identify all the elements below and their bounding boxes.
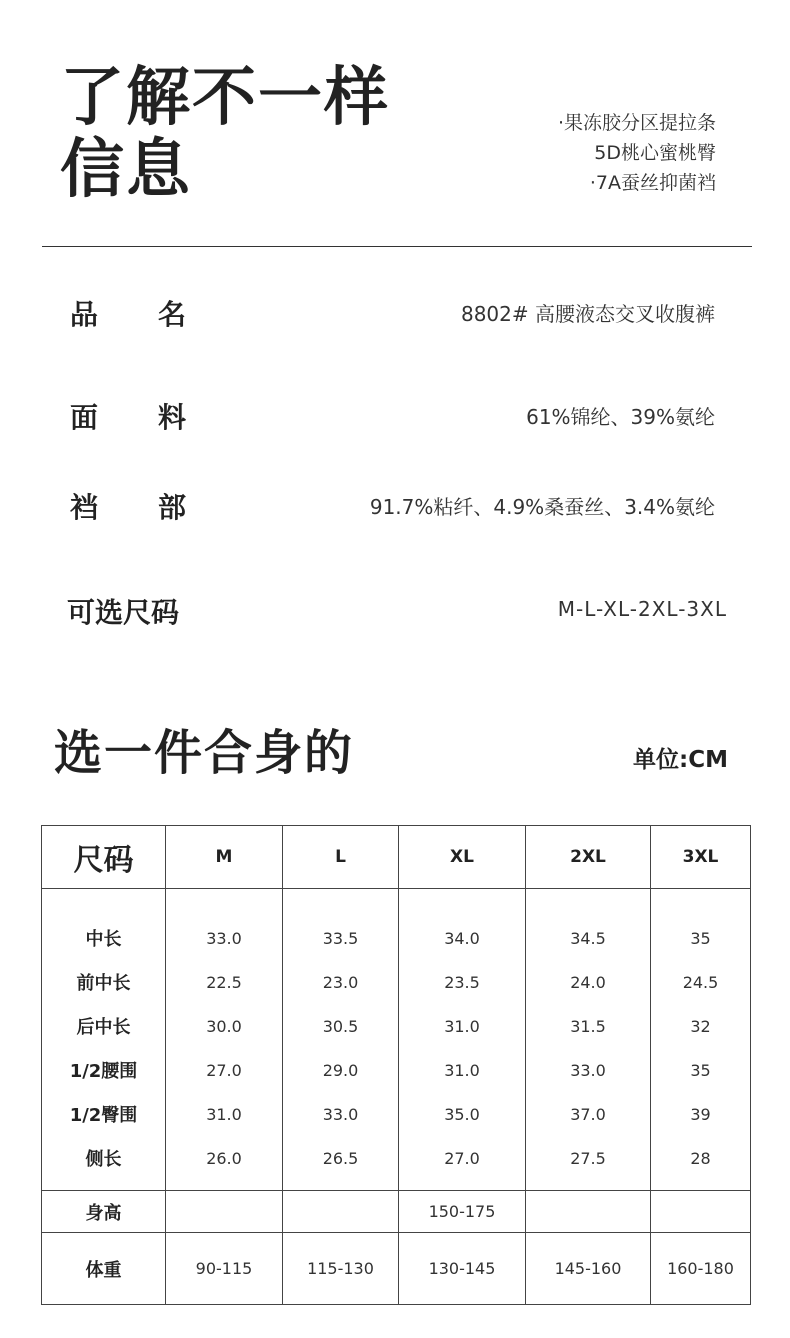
table-cell: 31.0	[166, 1092, 283, 1136]
table-cell: 33.5	[283, 916, 399, 960]
row-label: 身高	[42, 1191, 166, 1233]
info-label-fabric: 面料	[70, 401, 247, 434]
table-cell: 160-180	[651, 1233, 751, 1305]
size-header-cell: XL	[399, 826, 526, 889]
size-section-title: 选一件合身的	[54, 725, 355, 781]
info-label-crotch: 裆部	[70, 491, 247, 524]
table-cell: 145-160	[526, 1233, 651, 1305]
table-cell	[283, 1191, 399, 1233]
table-cell: 35	[651, 916, 751, 960]
table-cell: 33.0	[526, 1048, 651, 1092]
table-cell: 26.5	[283, 1136, 399, 1180]
table-cell: 33.0	[166, 916, 283, 960]
table-cell: 27.0	[399, 1136, 526, 1180]
table-cell: 27.5	[526, 1136, 651, 1180]
table-cell: 23.0	[283, 960, 399, 1004]
info-value-crotch: 91.7%粘纤、4.9%桑蚕丝、3.4%氨纶	[369, 495, 715, 519]
table-row	[42, 1136, 751, 1180]
row-label: 中长	[42, 916, 166, 960]
info-value-sizes: M-L-XL-2XL-3XL	[557, 597, 727, 621]
table-cell: 115-130	[283, 1233, 399, 1305]
row-label: 体重	[42, 1233, 166, 1305]
table-cell: 150-175	[399, 1191, 526, 1233]
feature-item: ·7A蚕丝抑菌裆	[589, 172, 716, 194]
height-row	[42, 1191, 751, 1233]
table-cell: 90-115	[166, 1233, 283, 1305]
table-cell: 37.0	[526, 1092, 651, 1136]
info-value-fabric: 61%锦纶、39%氨纶	[526, 405, 715, 429]
size-header-cell: 2XL	[526, 826, 651, 889]
size-header-cell: 3XL	[651, 826, 751, 889]
size-header-cell: L	[283, 826, 399, 889]
table-cell	[651, 1191, 751, 1233]
table-cell: 31.5	[526, 1004, 651, 1048]
table-cell: 35.0	[399, 1092, 526, 1136]
page-title	[60, 62, 390, 206]
page-title-line-2: 信息	[60, 133, 192, 207]
table-cell: 22.5	[166, 960, 283, 1004]
table-cell: 23.5	[399, 960, 526, 1004]
table-cell: 33.0	[283, 1092, 399, 1136]
row-label: 前中长	[42, 960, 166, 1004]
row-label: 后中长	[42, 1004, 166, 1048]
info-label-name: 品名	[70, 298, 247, 331]
table-row	[42, 916, 751, 960]
table-cell: 34.0	[399, 916, 526, 960]
table-row	[42, 1004, 751, 1048]
size-header-cell: M	[166, 826, 283, 889]
table-cell: 39	[651, 1092, 751, 1136]
page-title-line-1: 了解不一样	[60, 61, 390, 135]
table-cell: 31.0	[399, 1048, 526, 1092]
table-cell: 24.0	[526, 960, 651, 1004]
info-value-name: 8802# 高腰液态交叉收腹裤	[460, 302, 715, 326]
table-row	[42, 960, 751, 1004]
unit-label: 单位:CM	[633, 747, 728, 773]
table-cell: 35	[651, 1048, 751, 1092]
feature-list	[558, 108, 716, 198]
size-header-row	[42, 826, 751, 889]
table-cell	[166, 1191, 283, 1233]
info-label-sizes: 可选尺码	[67, 596, 180, 629]
row-label: 侧长	[42, 1136, 166, 1180]
size-table	[41, 825, 751, 1305]
table-cell: 34.5	[526, 916, 651, 960]
feature-item: ·果冻胶分区提拉条	[557, 112, 716, 134]
table-cell	[526, 1191, 651, 1233]
table-cell: 32	[651, 1004, 751, 1048]
table-row	[42, 1092, 751, 1136]
table-cell: 30.5	[283, 1004, 399, 1048]
table-cell: 26.0	[166, 1136, 283, 1180]
table-cell: 130-145	[399, 1233, 526, 1305]
weight-row	[42, 1233, 751, 1305]
header-divider	[42, 246, 752, 247]
table-cell: 29.0	[283, 1048, 399, 1092]
row-label: 1/2臀围	[42, 1092, 166, 1136]
feature-item: 5D桃心蜜桃臀	[594, 142, 716, 164]
size-header-corner: 尺码	[42, 826, 166, 889]
table-cell: 31.0	[399, 1004, 526, 1048]
table-cell: 24.5	[651, 960, 751, 1004]
table-cell: 27.0	[166, 1048, 283, 1092]
row-label: 1/2腰围	[42, 1048, 166, 1092]
table-cell: 28	[651, 1136, 751, 1180]
table-row	[42, 1048, 751, 1092]
table-cell: 30.0	[166, 1004, 283, 1048]
